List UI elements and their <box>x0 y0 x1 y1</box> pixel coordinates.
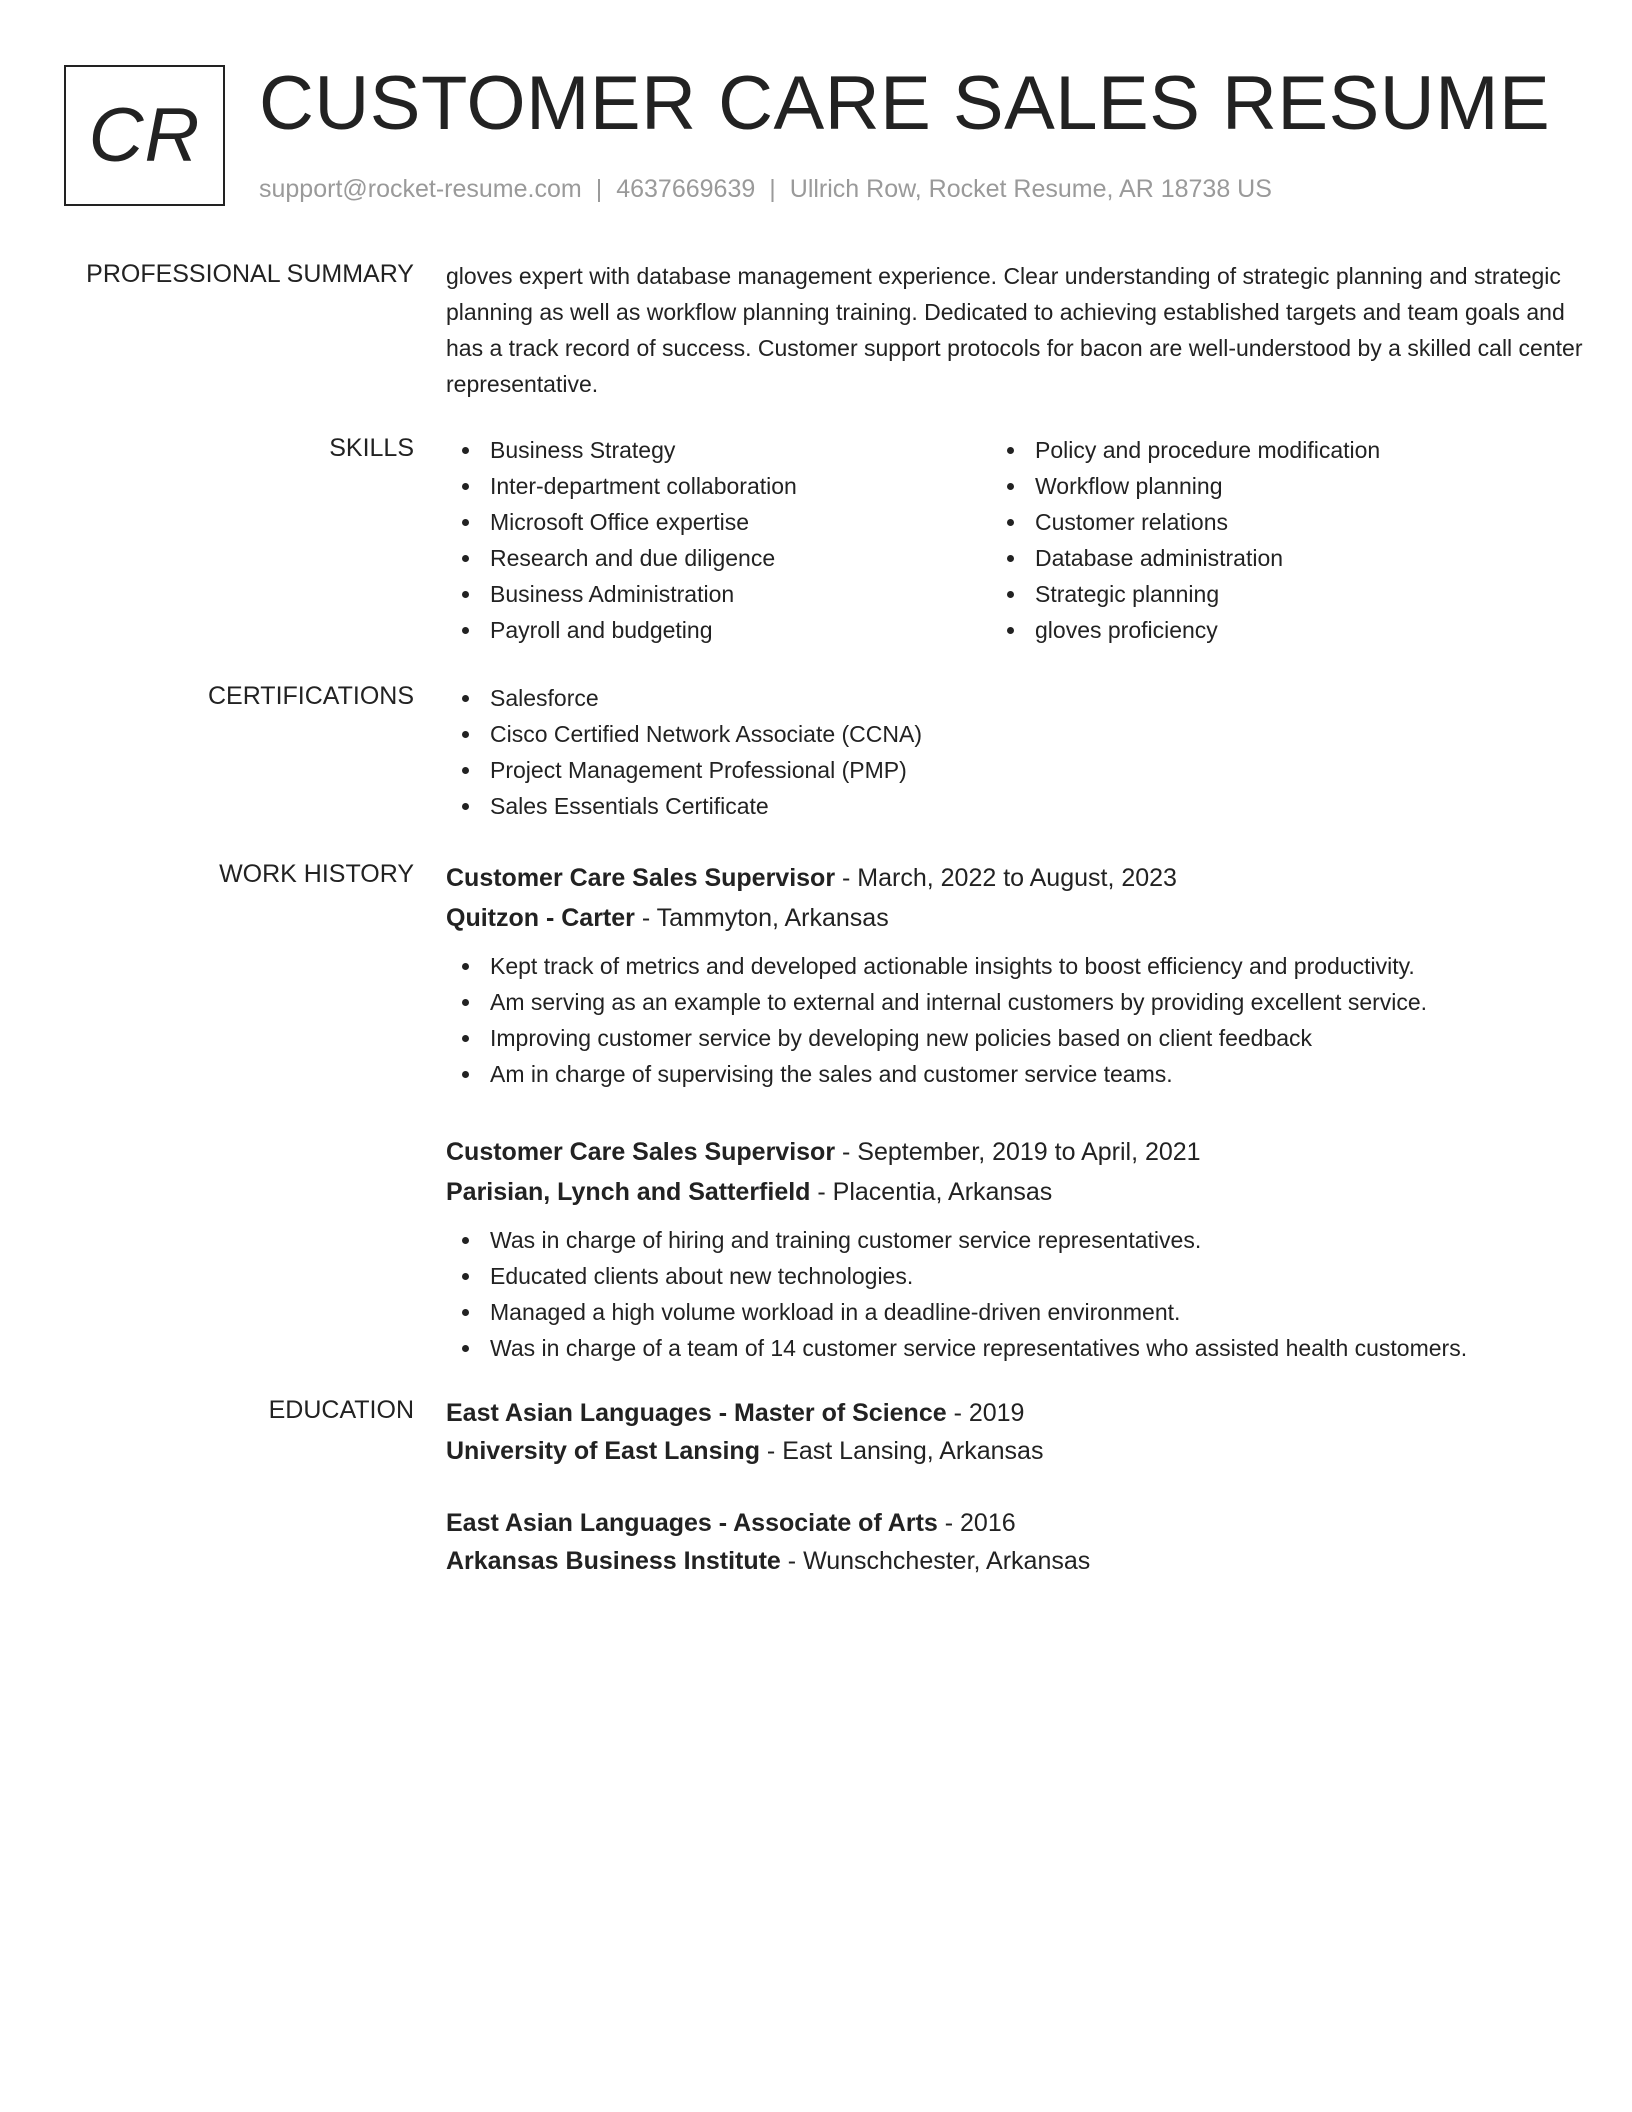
work-history-body <box>446 858 1596 1366</box>
education-year: - 2019 <box>953 1399 1025 1427</box>
resume-title: CUSTOMER CARE SALES RESUME <box>259 61 1551 146</box>
education-degree: East Asian Languages - Master of Science <box>446 1399 947 1427</box>
education-location: - Wunschchester, Arkansas <box>787 1547 1091 1575</box>
education-school: Arkansas Business Institute <box>446 1547 781 1575</box>
job-dates: - September, 2019 to April, 2021 <box>842 1138 1201 1166</box>
education-degree-line <box>446 1394 1596 1432</box>
contact-separator: | <box>769 175 776 203</box>
skill-item: Microsoft Office expertise <box>446 504 991 540</box>
summary-text: gloves expert with database management experience. Clear understanding of strategic planning and strategic planning as well as workflow planning training. Dedicated to achieving established targets and team goals and has a track record of success. Customer support protocols for bacon are well-understood by a skilled call center representative. <box>446 263 1583 397</box>
certification-item: Cisco Certified Network Associate (CCNA) <box>446 716 1596 752</box>
job-duty: Was in charge of hiring and training customer service representatives. <box>446 1222 1596 1258</box>
job-location: - Tammyton, Arkansas <box>641 904 889 932</box>
education-entry <box>446 1394 1596 1470</box>
job-company: Quitzon - Carter <box>446 904 635 932</box>
skill-item: Payroll and budgeting <box>446 612 991 648</box>
job-location: - Placentia, Arkansas <box>817 1178 1053 1206</box>
skills-list-right <box>991 432 1536 648</box>
job-duty: Educated clients about new technologies. <box>446 1258 1596 1294</box>
contact-address: Ullrich Row, Rocket Resume, AR 18738 US <box>789 175 1272 203</box>
skill-item: Database administration <box>991 540 1536 576</box>
job-duty: Kept track of metrics and developed actionable insights to boost efficiency and productivity. <box>446 948 1596 984</box>
contact-email[interactable]: support@rocket-resume.com <box>259 175 582 203</box>
education-year: - 2016 <box>944 1509 1016 1537</box>
work-history-heading: WORK HISTORY <box>219 860 414 888</box>
job-duties-list <box>446 1222 1596 1366</box>
resume-header <box>64 61 1584 210</box>
job-company: Parisian, Lynch and Satterfield <box>446 1178 811 1206</box>
monogram-logo: CR <box>64 65 225 206</box>
job-title-line <box>446 858 1596 898</box>
education-entry <box>446 1504 1596 1580</box>
education-location: - East Lansing, Arkansas <box>766 1437 1044 1465</box>
job-entry <box>446 1132 1596 1366</box>
summary-body <box>446 258 1596 402</box>
education-school-line <box>446 1432 1596 1470</box>
skills-body <box>446 432 1596 648</box>
education-body <box>446 1394 1596 1580</box>
skill-item: Strategic planning <box>991 576 1536 612</box>
skill-item: Inter-department collaboration <box>446 468 991 504</box>
certifications-body <box>446 680 1596 824</box>
skill-item: gloves proficiency <box>991 612 1536 648</box>
skill-item: Policy and procedure modification <box>991 432 1536 468</box>
skill-item: Research and due diligence <box>446 540 991 576</box>
job-duty: Am serving as an example to external and internal customers by providing excellent service. <box>446 984 1596 1020</box>
summary-heading: PROFESSIONAL SUMMARY <box>86 260 414 288</box>
job-title-line <box>446 1132 1596 1172</box>
skill-item: Workflow planning <box>991 468 1536 504</box>
job-company-line <box>446 1172 1596 1212</box>
job-duty: Managed a high volume workload in a deadline-driven environment. <box>446 1294 1596 1330</box>
job-duty: Am in charge of supervising the sales and customer service teams. <box>446 1056 1596 1092</box>
job-company-line <box>446 898 1596 938</box>
skills-heading: SKILLS <box>329 434 414 462</box>
job-title: Customer Care Sales Supervisor <box>446 864 836 892</box>
skills-list-left <box>446 432 991 648</box>
education-heading: EDUCATION <box>268 1396 414 1424</box>
education-school-line <box>446 1542 1596 1580</box>
job-duty: Improving customer service by developing new policies based on client feedback <box>446 1020 1596 1056</box>
job-duty: Was in charge of a team of 14 customer service representatives who assisted health customers. <box>446 1330 1596 1366</box>
education-degree: East Asian Languages - Associate of Arts <box>446 1509 938 1537</box>
job-entry <box>446 858 1596 1092</box>
certifications-list <box>446 680 1596 824</box>
skill-item: Customer relations <box>991 504 1536 540</box>
contact-separator: | <box>595 175 603 203</box>
skill-item: Business Administration <box>446 576 991 612</box>
certifications-heading: CERTIFICATIONS <box>207 682 414 710</box>
job-dates: - March, 2022 to August, 2023 <box>842 864 1177 892</box>
education-school: University of East Lansing <box>446 1437 760 1465</box>
certification-item: Salesforce <box>446 680 1596 716</box>
contact-phone[interactable]: 4637669639 <box>616 175 756 203</box>
skill-item: Business Strategy <box>446 432 991 468</box>
certification-item: Project Management Professional (PMP) <box>446 752 1596 788</box>
contact-line <box>259 173 1272 205</box>
job-duties-list <box>446 948 1596 1092</box>
job-title: Customer Care Sales Supervisor <box>446 1138 836 1166</box>
certification-item: Sales Essentials Certificate <box>446 788 1596 824</box>
education-degree-line <box>446 1504 1596 1542</box>
